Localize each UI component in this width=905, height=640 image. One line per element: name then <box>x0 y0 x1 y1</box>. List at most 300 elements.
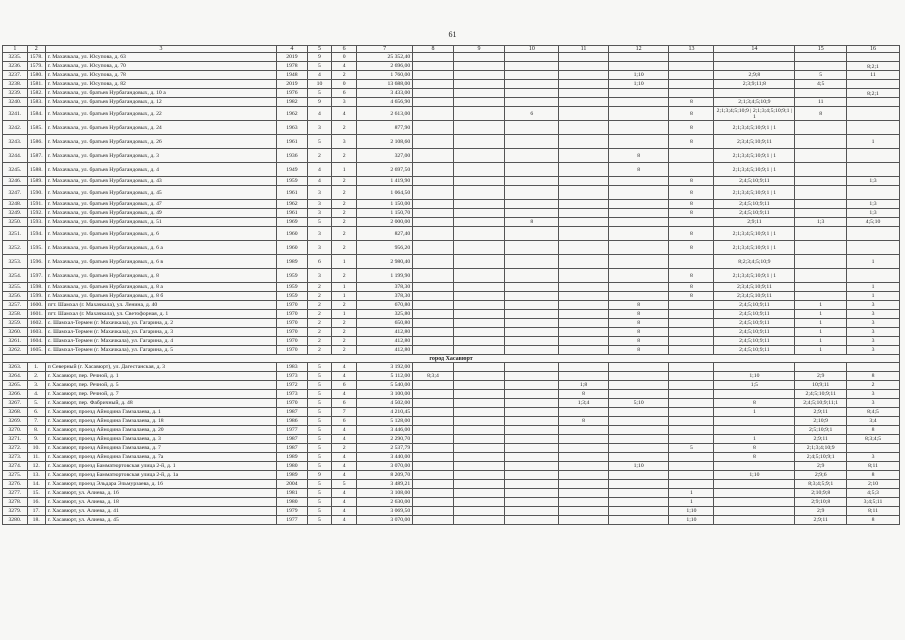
entrances-cell: 2 <box>332 149 357 163</box>
year-cell: 1980 <box>277 462 307 471</box>
year-cell: 1989 <box>277 255 307 269</box>
c14-cell: 1;5 <box>714 381 795 390</box>
item-no-cell: 14. <box>27 480 45 489</box>
c10-cell <box>505 381 559 390</box>
item-no-cell: 8. <box>27 426 45 435</box>
address-cell: г. Хасавюрт, проезд Айнодина Гамзалаева, д. 1 <box>45 408 277 417</box>
item-no-cell: 1605. <box>27 346 45 355</box>
c13-cell <box>669 399 714 408</box>
area-cell: 2 613,00 <box>357 107 413 121</box>
c9-cell <box>453 255 505 269</box>
floors-cell: 9 <box>307 53 332 62</box>
c9-cell <box>453 121 505 135</box>
c16-cell <box>847 269 900 283</box>
c12-cell <box>608 390 669 399</box>
address-cell: г. Махачкала, ул. братьев Нурбагандовых, д. 43 <box>45 177 277 186</box>
c11-cell <box>559 363 608 372</box>
entrances-cell: 2 <box>332 200 357 209</box>
c14-cell: 1;10 <box>714 471 795 480</box>
row-no-cell: 3272. <box>3 444 28 453</box>
page-number: 61 <box>448 30 457 39</box>
c9-cell <box>453 177 505 186</box>
item-no-cell: 1598. <box>27 283 45 292</box>
address-cell: с. Шамхал-Термен (г. Махачкала), ул. Гагарина, д. 4 <box>45 337 277 346</box>
area-cell: 3 100,00 <box>357 390 413 399</box>
year-cell: 1960 <box>277 241 307 255</box>
area-cell: 3 070,00 <box>357 462 413 471</box>
row-no-cell: 3256. <box>3 292 28 301</box>
c10-cell <box>505 98 559 107</box>
c9-cell <box>453 399 505 408</box>
row-no-cell: 3276. <box>3 480 28 489</box>
row-no-cell: 3238. <box>3 80 28 89</box>
column-header: 1 <box>3 46 28 53</box>
table-row <box>3 80 900 89</box>
c15-cell <box>795 241 847 255</box>
year-cell: 1977 <box>277 426 307 435</box>
c11-cell <box>559 80 608 89</box>
c15-cell <box>795 255 847 269</box>
row-no-cell: 3243. <box>3 135 28 149</box>
c15-cell: 1;3 <box>795 218 847 227</box>
row-no-cell: 3236. <box>3 62 28 71</box>
c10-cell <box>505 135 559 149</box>
c14-cell: 2;1;3;4;5;10;9;1 | 1 <box>714 227 795 241</box>
column-header: 11 <box>559 46 608 53</box>
table-row <box>3 135 900 149</box>
c8-cell <box>413 507 453 516</box>
entrances-cell: 2 <box>332 319 357 328</box>
area-cell: 3 433,00 <box>357 89 413 98</box>
year-cell: 1982 <box>277 98 307 107</box>
address-cell: г. Хасавюрт, ул. Алиева, д. 45 <box>45 516 277 525</box>
c13-cell <box>669 163 714 177</box>
c10-cell <box>505 89 559 98</box>
c12-cell <box>608 426 669 435</box>
floors-cell: 9 <box>307 471 332 480</box>
year-cell: 1970 <box>277 319 307 328</box>
floors-cell: 2 <box>307 337 332 346</box>
area-cell: 670,80 <box>357 301 413 310</box>
table-row <box>3 227 900 241</box>
table-row <box>3 149 900 163</box>
c11-cell <box>559 218 608 227</box>
item-no-cell: 1582. <box>27 89 45 98</box>
c9-cell <box>453 489 505 498</box>
c16-cell: 2 <box>847 381 900 390</box>
c16-cell: 2;10 <box>847 480 900 489</box>
c15-cell <box>795 269 847 283</box>
c14-cell <box>714 498 795 507</box>
c9-cell <box>453 71 505 80</box>
year-cell: 1959 <box>277 292 307 301</box>
c9-cell <box>453 328 505 337</box>
row-no-cell: 3239. <box>3 89 28 98</box>
c14-cell <box>714 516 795 525</box>
item-no-cell: 1601. <box>27 310 45 319</box>
year-cell: 1978 <box>277 62 307 71</box>
table-row <box>3 71 900 80</box>
item-no-cell: 1586. <box>27 135 45 149</box>
c16-cell <box>847 121 900 135</box>
c10-cell <box>505 269 559 283</box>
c14-cell: 2;3;4;5;10;9;11 <box>714 283 795 292</box>
c12-cell <box>608 381 669 390</box>
item-no-cell: 1604. <box>27 337 45 346</box>
c11-cell <box>559 310 608 319</box>
c13-cell: 8 <box>669 209 714 218</box>
entrances-cell: 1 <box>332 310 357 319</box>
c16-cell <box>847 363 900 372</box>
c8-cell <box>413 480 453 489</box>
c15-cell <box>795 53 847 62</box>
entrances-cell: 6 <box>332 417 357 426</box>
entrances-cell: 4 <box>332 390 357 399</box>
c15-cell <box>795 163 847 177</box>
c8-cell <box>413 200 453 209</box>
column-header: 7 <box>357 46 413 53</box>
area-cell: 25 352,40 <box>357 53 413 62</box>
c13-cell <box>669 480 714 489</box>
area-cell: 5 112,00 <box>357 372 413 381</box>
item-no-cell: 12. <box>27 462 45 471</box>
row-no-cell: 3255. <box>3 283 28 292</box>
c16-cell: 8;4;5 <box>847 408 900 417</box>
c14-cell: 2;4;5;10;9;11 <box>714 301 795 310</box>
entrances-cell: 6 <box>332 399 357 408</box>
c9-cell <box>453 381 505 390</box>
c11-cell <box>559 200 608 209</box>
c13-cell <box>669 53 714 62</box>
c15-cell: 2;1;3;4;10;9 <box>795 444 847 453</box>
c11-cell <box>559 372 608 381</box>
c14-cell: 2;1;3;4;5;10;9;1 | 1 <box>714 163 795 177</box>
year-cell: 1959 <box>277 177 307 186</box>
address-cell: г. Махачкала, ул. братьев Нурбагандовых, д. 6 в <box>45 255 277 269</box>
item-no-cell: 1593. <box>27 218 45 227</box>
c12-cell <box>608 283 669 292</box>
c15-cell: 2;9 <box>795 462 847 471</box>
item-no-cell: 1584. <box>27 107 45 121</box>
c11-cell <box>559 53 608 62</box>
c14-cell: 8 <box>714 444 795 453</box>
entrances-cell: 4 <box>332 507 357 516</box>
c13-cell: 8 <box>669 227 714 241</box>
c14-cell: 2;4;5;10;9;11 <box>714 209 795 218</box>
area-cell: 4 656,90 <box>357 98 413 107</box>
year-cell: 1962 <box>277 107 307 121</box>
c15-cell: 8;3;4;5;9;1 <box>795 480 847 489</box>
address-cell: г. Махачкала, ул. братьев Нурбагандовых, д. 22 <box>45 107 277 121</box>
c16-cell <box>847 444 900 453</box>
c14-cell <box>714 89 795 98</box>
c16-cell: 1 <box>847 135 900 149</box>
table-row <box>3 498 900 507</box>
c16-cell <box>847 80 900 89</box>
year-cell: 1983 <box>277 363 307 372</box>
c12-cell <box>608 209 669 218</box>
floors-cell: 2 <box>307 149 332 163</box>
c16-cell: 11 <box>847 71 900 80</box>
address-cell: г. Махачкала, ул. братьев Нурбагандовых, д. 51 <box>45 218 277 227</box>
table-row <box>3 471 900 480</box>
area-cell: 827,40 <box>357 227 413 241</box>
item-no-cell: 6. <box>27 408 45 417</box>
c9-cell <box>453 283 505 292</box>
c8-cell <box>413 390 453 399</box>
address-cell: г. Хасавюрт, ул. Алиева, д. 18 <box>45 498 277 507</box>
column-header: 6 <box>332 46 357 53</box>
address-cell: г. Хасавюрт, проезд Айнодина Гамзалаева, д. 20 <box>45 426 277 435</box>
c10-cell <box>505 283 559 292</box>
floors-cell: 4 <box>307 163 332 177</box>
row-no-cell: 3248. <box>3 200 28 209</box>
c13-cell <box>669 372 714 381</box>
year-cell: 1959 <box>277 269 307 283</box>
floors-cell: 2 <box>307 283 332 292</box>
floors-cell: 5 <box>307 453 332 462</box>
address-cell: г. Хасавюрт, проезд Айнодина Гамзалаева, д. 18 <box>45 417 277 426</box>
floors-cell: 5 <box>307 435 332 444</box>
item-no-cell: 1599. <box>27 292 45 301</box>
column-header-row <box>3 46 900 53</box>
year-cell: 1948 <box>277 71 307 80</box>
c16-cell <box>847 107 900 121</box>
c14-cell: 2;4;5;10;9;11 <box>714 328 795 337</box>
row-no-cell: 3247. <box>3 186 28 200</box>
c10-cell <box>505 149 559 163</box>
entrances-cell: 4 <box>332 471 357 480</box>
c12-cell <box>608 218 669 227</box>
c13-cell <box>669 218 714 227</box>
c15-cell: 2;9;11 <box>795 435 847 444</box>
address-cell: г. Хасавюрт, проезд Айнодина Гамзалаева, д. 3 <box>45 435 277 444</box>
c10-cell <box>505 480 559 489</box>
address-cell: г. Махачкала, ул. братьев Нурбагандовых, д. 4 <box>45 163 277 177</box>
column-header: 3 <box>45 46 277 53</box>
c16-cell <box>847 227 900 241</box>
floors-cell: 5 <box>307 408 332 417</box>
c16-cell: 8 <box>847 471 900 480</box>
c11-cell <box>559 346 608 355</box>
item-no-cell: 1589. <box>27 177 45 186</box>
c15-cell: 2;4;5;10;9;11;1 <box>795 399 847 408</box>
c11-cell <box>559 98 608 107</box>
c11-cell <box>559 471 608 480</box>
entrances-cell: 1 <box>332 163 357 177</box>
entrances-cell: 2 <box>332 71 357 80</box>
row-no-cell: 3267. <box>3 399 28 408</box>
item-no-cell: 1578. <box>27 53 45 62</box>
year-cell: 1936 <box>277 149 307 163</box>
c15-cell: 2;4;5;10;9;1 <box>795 453 847 462</box>
area-cell: 650,80 <box>357 319 413 328</box>
item-no-cell: 1595. <box>27 241 45 255</box>
c13-cell <box>669 417 714 426</box>
c9-cell <box>453 480 505 489</box>
c14-cell: 2;1;3;4;5;10;9;1 | 1 <box>714 121 795 135</box>
item-no-cell: 1603. <box>27 328 45 337</box>
address-cell: г. Хасавюрт, ул. Алиева, д. 16 <box>45 489 277 498</box>
entrances-cell: 0 <box>332 53 357 62</box>
entrances-cell: 5 <box>332 480 357 489</box>
c12-cell <box>608 292 669 301</box>
c15-cell: 2;9 <box>795 507 847 516</box>
c8-cell <box>413 89 453 98</box>
c15-cell <box>795 292 847 301</box>
floors-cell: 6 <box>307 255 332 269</box>
c12-cell <box>608 89 669 98</box>
c14-cell: 2;4;5;10;9;11 <box>714 200 795 209</box>
c15-cell <box>795 135 847 149</box>
row-no-cell: 3275. <box>3 471 28 480</box>
c8-cell <box>413 80 453 89</box>
c16-cell: 3;4;5;11 <box>847 498 900 507</box>
row-no-cell: 3262. <box>3 346 28 355</box>
table-row <box>3 426 900 435</box>
c13-cell: 8 <box>669 98 714 107</box>
c16-cell <box>847 163 900 177</box>
c13-cell <box>669 462 714 471</box>
c9-cell <box>453 507 505 516</box>
c16-cell: 1 <box>847 292 900 301</box>
c11-cell: 1;8 <box>559 381 608 390</box>
c14-cell <box>714 426 795 435</box>
column-header: 13 <box>669 46 714 53</box>
address-cell: г. Махачкала, ул. Юсупова, д. 63 <box>45 53 277 62</box>
entrances-cell: 6 <box>332 381 357 390</box>
item-no-cell: 16. <box>27 498 45 507</box>
floors-cell: 5 <box>307 498 332 507</box>
area-cell: 3 446,00 <box>357 426 413 435</box>
floors-cell: 3 <box>307 186 332 200</box>
c11-cell <box>559 121 608 135</box>
row-no-cell: 3261. <box>3 337 28 346</box>
year-cell: 1976 <box>277 89 307 98</box>
entrances-cell: 2 <box>332 121 357 135</box>
address-cell: с. Шамхал-Термен (г. Махачкала), ул. Гагарина, д. 3 <box>45 328 277 337</box>
floors-cell: 4 <box>307 177 332 186</box>
table-row <box>3 177 900 186</box>
c16-cell: 8;11 <box>847 507 900 516</box>
floors-cell: 5 <box>307 372 332 381</box>
item-no-cell: 13. <box>27 471 45 480</box>
table-row <box>3 283 900 292</box>
column-header: 4 <box>277 46 307 53</box>
c10-cell <box>505 417 559 426</box>
c16-cell: 3 <box>847 453 900 462</box>
c8-cell <box>413 337 453 346</box>
c11-cell <box>559 453 608 462</box>
table-row <box>3 489 900 498</box>
address-cell: г. Махачкала, ул. братьев Нурбагандовых, д. 8 <box>45 269 277 283</box>
c16-cell: 4;5;10 <box>847 218 900 227</box>
c8-cell <box>413 328 453 337</box>
area-cell: 2 696,00 <box>357 62 413 71</box>
entrances-cell: 4 <box>332 426 357 435</box>
entrances-cell: 0 <box>332 80 357 89</box>
entrances-cell: 4 <box>332 107 357 121</box>
row-no-cell: 3240. <box>3 98 28 107</box>
table-row <box>3 417 900 426</box>
floors-cell: 5 <box>307 462 332 471</box>
c13-cell <box>669 71 714 80</box>
row-no-cell: 3269. <box>3 417 28 426</box>
address-cell: г. Махачкала, ул. Юсупова, д. 70 <box>45 62 277 71</box>
area-cell: 5 128,00 <box>357 417 413 426</box>
area-cell: 378,30 <box>357 283 413 292</box>
c9-cell <box>453 390 505 399</box>
c14-cell <box>714 480 795 489</box>
c11-cell <box>559 489 608 498</box>
area-cell: 4 210,45 <box>357 408 413 417</box>
row-no-cell: 3251. <box>3 227 28 241</box>
year-cell: 1989 <box>277 453 307 462</box>
c10-cell <box>505 200 559 209</box>
item-no-cell: 3. <box>27 381 45 390</box>
c13-cell <box>669 426 714 435</box>
c9-cell <box>453 462 505 471</box>
c9-cell <box>453 80 505 89</box>
area-cell: 2 980,40 <box>357 255 413 269</box>
c12-cell: 8 <box>608 149 669 163</box>
c12-cell <box>608 489 669 498</box>
c11-cell <box>559 435 608 444</box>
c8-cell <box>413 516 453 525</box>
item-no-cell: 7. <box>27 417 45 426</box>
c8-cell <box>413 121 453 135</box>
c14-cell: 1 <box>714 435 795 444</box>
c10-cell <box>505 328 559 337</box>
c8-cell <box>413 363 453 372</box>
row-no-cell: 3270. <box>3 426 28 435</box>
floors-cell: 5 <box>307 489 332 498</box>
row-no-cell: 3253. <box>3 255 28 269</box>
address-cell: пгт. Шамхал (г. Махачкала), ул. Светофорная, д. 1 <box>45 310 277 319</box>
year-cell: 2019 <box>277 80 307 89</box>
item-no-cell: 4. <box>27 390 45 399</box>
c12-cell <box>608 444 669 453</box>
item-no-cell: 1588. <box>27 163 45 177</box>
floors-cell: 5 <box>307 516 332 525</box>
address-cell: г. Махачкала, ул. братьев Нурбагандовых, д. 3 <box>45 149 277 163</box>
c11-cell <box>559 480 608 489</box>
floors-cell: 2 <box>307 310 332 319</box>
c12-cell <box>608 269 669 283</box>
table-row <box>3 292 900 301</box>
item-no-cell: 1592. <box>27 209 45 218</box>
column-header: 16 <box>847 46 900 53</box>
c10-cell <box>505 453 559 462</box>
c15-cell: 1 <box>795 310 847 319</box>
item-no-cell: 17. <box>27 507 45 516</box>
c14-cell <box>714 62 795 71</box>
entrances-cell: 2 <box>332 218 357 227</box>
c16-cell: 3 <box>847 337 900 346</box>
c14-cell <box>714 462 795 471</box>
c9-cell <box>453 435 505 444</box>
floors-cell: 4 <box>307 71 332 80</box>
area-cell: 1 064,50 <box>357 186 413 200</box>
c13-cell: 8 <box>669 177 714 186</box>
c8-cell <box>413 209 453 218</box>
c8-cell <box>413 107 453 121</box>
floors-cell: 10 <box>307 80 332 89</box>
c10-cell <box>505 363 559 372</box>
c16-cell: 8 <box>847 372 900 381</box>
c8-cell: 8;3;4 <box>413 372 453 381</box>
c11-cell <box>559 255 608 269</box>
